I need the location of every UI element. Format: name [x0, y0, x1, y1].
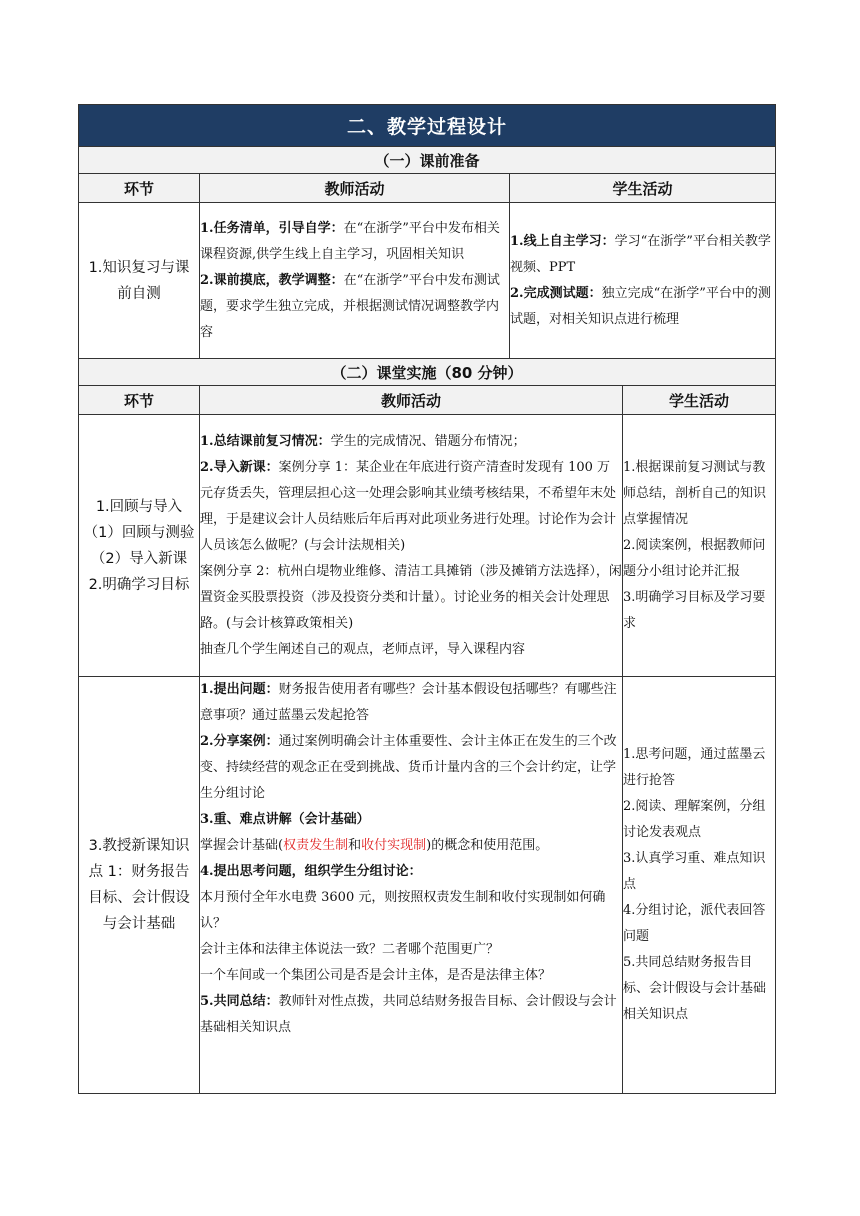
teacher-item: 掌握会计基础(权责发生制和收付实现制)的概念和使用范围。: [200, 838, 549, 853]
stage-line: （2）导入新课: [90, 550, 188, 567]
in-class-row-2: [79, 677, 776, 1094]
student-item: 3.认真学习重、难点知识点: [623, 851, 766, 892]
teacher-item: 抽查几个学生阐述自己的观点，老师点评，导入课程内容: [200, 641, 526, 657]
col-stage-header: 环节: [79, 386, 200, 415]
pre-class-header-row: [79, 174, 776, 203]
in-class-row-1: [79, 415, 776, 677]
stage-cell: [79, 203, 200, 359]
student-item: 2.阅读案例，根据教师问题分小组讨论并汇报: [623, 537, 766, 579]
stage-cell: [79, 415, 200, 677]
teacher-activity-cell: [200, 415, 623, 677]
stage-label: 3.教授新课知识点 1：财务报告目标、会计假设与会计基础: [88, 838, 190, 932]
lesson-plan-table: [78, 104, 776, 1094]
stage-line: 2.明确学习目标: [88, 576, 190, 593]
student-item: 1.根据课前复习测试与教师总结，剖析自己的知识点掌握情况: [623, 459, 767, 527]
teacher-item: 案例分享 2：杭州白堤物业维修、清洁工具摊销（涉及摊销方法选择），闲置资金买股票投资（涉及投资分类和计量）。讨论业务的相关会计处理思路。(与会计核算政策相关): [200, 563, 622, 631]
in-class-heading: （二）课堂实施（80 分钟）: [79, 359, 776, 386]
student-activity-cell: [623, 415, 776, 677]
teacher-item: 本月预付全年水电费 3600 元，则按照权责发生制和收付实现制如何确认？: [200, 890, 606, 931]
student-item: 3.明确学习目标及学习要求: [623, 589, 766, 631]
col-teacher-header: 教师活动: [200, 386, 623, 415]
stage-line: 1.回顾与导入: [95, 498, 183, 515]
teacher-item: 1.任务清单，引导自学：在“在浙学”平台中发布相关课程资源,供学生线上自主学习，巩固相关知识: [200, 220, 500, 262]
in-class-header-row: [79, 386, 776, 415]
teacher-activity-cell: [200, 677, 623, 1094]
stage-line: （1）回顾与测验: [83, 524, 195, 541]
teacher-item: 会计主体和法律主体说法一致？二者哪个范围更广？: [200, 942, 500, 957]
teacher-item: 1.总结课前复习情况：学生的完成情况、错题分布情况；: [200, 433, 526, 449]
col-student-header: 学生活动: [510, 174, 776, 203]
teacher-item: 2.分享案例：通过案例明确会计主体重要性、会计主体正在发生的三个改变、持续经营的观念正在受到挑战、货币计量内含的三个会计约定，让学生分组讨论: [200, 734, 617, 801]
teacher-item: 4.提出思考问题，组织学生分组讨论：: [200, 864, 422, 879]
col-teacher-header: 教师活动: [200, 174, 510, 203]
stage-label: 1.知识复习与课前自测: [88, 259, 190, 302]
teacher-item: 2.课前摸底，教学调整：在“在浙学”平台中发布测试题，要求学生独立完成，并根据测试情况调整教学内容: [200, 272, 500, 340]
col-student-header: 学生活动: [623, 386, 776, 415]
teacher-activity-cell: [200, 203, 510, 359]
student-item: 4.分组讨论，派代表回答问题: [623, 903, 766, 944]
pre-class-section-row: [79, 147, 776, 174]
col-stage-header: 环节: [79, 174, 200, 203]
teacher-item: 2.导入新课：案例分享 1：某企业在年底进行资产清查时发现有 100 万元存货丢失，管理层担心这一处理会影响其业绩考核结果，不希望年末处理，于是建议会计人员结账后年后再对此项业务进行处理。讨论作为会计人员该怎么做呢？(与会计法规相关): [200, 459, 617, 553]
highlight-term: 收付实现制: [361, 838, 427, 853]
student-item: 1.线上自主学习：学习“在浙学”平台相关教学视频、PPT: [510, 233, 771, 275]
in-class-section-row: [79, 359, 776, 386]
teacher-item: 5.共同总结：教师针对性点拨，共同总结财务报告目标、会计假设与会计基础相关知识点: [200, 994, 617, 1035]
student-activity-cell: [510, 203, 776, 359]
pre-class-row: [79, 203, 776, 359]
teacher-item: 3.重、难点讲解（会计基础）: [200, 812, 370, 827]
pre-class-heading: （一）课前准备: [79, 147, 776, 174]
table-title: 二、教学过程设计: [79, 105, 776, 147]
stage-cell: [79, 677, 200, 1094]
student-item: 2.完成测试题：独立完成“在浙学”平台中的测试题，对相关知识点进行梳理: [510, 285, 771, 327]
student-item: 2.阅读、理解案例，分组讨论发表观点: [623, 799, 766, 840]
teacher-item: 1.提出问题：财务报告使用者有哪些？会计基本假设包括哪些？有哪些注意事项？通过蓝墨云发起抢答: [200, 682, 617, 723]
student-activity-cell: [623, 677, 776, 1094]
student-item: 5.共同总结财务报告目标、会计假设与会计基础相关知识点: [623, 955, 767, 1022]
teacher-item: 一个车间或一个集团公司是否是会计主体，是否是法律主体？: [200, 968, 552, 983]
highlight-term: 权责发生制: [283, 838, 349, 853]
student-item: 1.思考问题，通过蓝墨云进行抢答: [623, 747, 766, 788]
title-row: [79, 105, 776, 147]
